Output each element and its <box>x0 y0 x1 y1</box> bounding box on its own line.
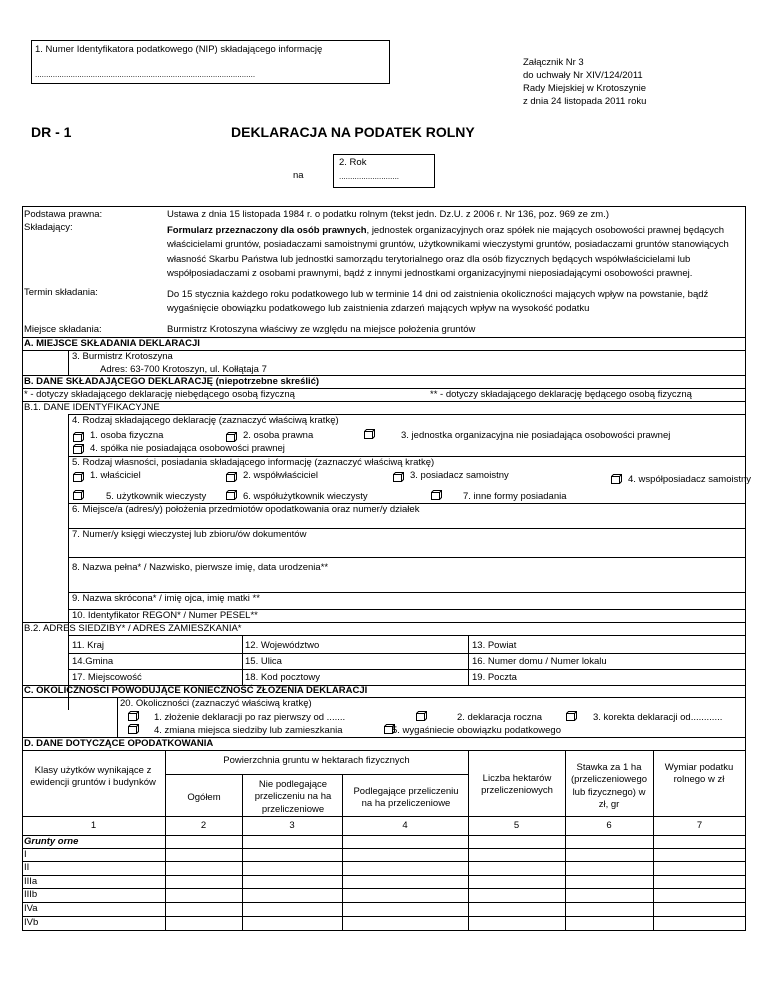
field-3: 3. Burmistrz Krotoszyna <box>72 351 173 362</box>
addr-powiat: 13. Powiat <box>472 640 517 651</box>
opt-5-2: 2. współwłaściciel <box>243 470 318 481</box>
opt-5-1: 1. właściciel <box>90 470 141 481</box>
opt-5-6: 6. współużytkownik wieczysty <box>243 491 368 502</box>
basis-text: Ustawa z dnia 15 listopada 1984 r. o podatku rolnym (tekst jedn. Dz.U. z 2006 r. Nr 136, poz. 969 ze zm.) <box>167 209 609 220</box>
col-number-6: 6 <box>606 820 612 831</box>
opt-5-3: 3. posiadacz samoistny <box>410 470 509 481</box>
b2-title: B.2. ADRES SIEDZIBY* / ADRES ZAMIESZKANIA* <box>24 623 242 634</box>
col-number-1: 1 <box>90 820 97 831</box>
annex-line3: Rady Miejskiej w Krotoszynie <box>523 83 647 94</box>
col-header-6: Stawka za 1 ha (przeliczeniowego lub fizycznego) w zł, gr <box>570 762 648 811</box>
place-label: Miejsce składania: <box>24 324 102 335</box>
field-7-input[interactable] <box>69 542 745 557</box>
row-label: I <box>24 849 27 860</box>
addr-numer: 16. Numer domu / Numer lokalu <box>472 656 607 667</box>
field-4-label: 4. Rodzaj składającego deklarację (zaznaczyć właściwą kratkę) <box>72 415 339 426</box>
checkbox-osoba-fizyczna[interactable] <box>73 432 84 442</box>
addr-kraj: 11. Kraj <box>72 640 105 651</box>
section-a-title: A. MIEJSCE SKŁADANIA DEKLARACJI <box>24 338 200 349</box>
note-legal-entity: * - dotyczy składającego deklarację niebędącego osobą fizyczną <box>24 389 295 400</box>
addr-poczta: 19. Poczta <box>472 672 517 683</box>
col-header-4: Podlegające przeliczeniu na ha przeliczeniowe <box>353 786 459 810</box>
filer-bold: Formularz przeznaczony dla osób prawnych <box>167 225 367 236</box>
opt-4-1: 1. osoba fizyczna <box>90 430 164 441</box>
annex-line4: z dnia 24 listopada 2011 roku <box>523 96 647 107</box>
opt-4-4: 4. spółka nie posiadająca osobowości prawnej <box>90 443 285 454</box>
form-code: DR - 1 <box>31 124 72 140</box>
section-c-title: C. OKOLICZNOŚCI POWODUJĄCE KONIECZNOŚĆ ZŁOŻENIA DEKLARACJI <box>24 685 368 696</box>
field-5-label: 5. Rodzaj własności, posiadania składającego informację (zaznaczyć właściwą kratkę) <box>72 457 435 468</box>
row-label: II <box>24 862 30 873</box>
group-grunty-orne: Grunty orne <box>24 836 79 847</box>
opt-20-2: 2. deklaracja roczna <box>457 712 543 723</box>
section-b-title: B. DANE SKŁADAJĄCEGO DEKLARACJĘ (niepotrzebne skreślić) <box>24 376 320 387</box>
col-header-1: Klasy użytków wynikające z ewidencji gruntów i budynków <box>30 765 156 789</box>
field-8-input[interactable] <box>69 576 745 592</box>
addr-wojewodztwo: 12. Województwo <box>245 640 320 651</box>
annex-line1: Załącznik Nr 3 <box>523 57 584 68</box>
field-20-label: 20. Okoliczności (zaznaczyć właściwą kratkę) <box>120 698 312 709</box>
row-label: IVa <box>24 903 38 914</box>
addr-kod: 18. Kod pocztowy <box>245 672 320 683</box>
nip-label: 1. Numer Identyfikatora podatkowego (NIP) składającego informację <box>35 44 323 55</box>
field-6-input[interactable] <box>69 517 745 528</box>
checkbox-wspoluzytkownik[interactable] <box>226 490 237 500</box>
col-number-2: 2 <box>200 820 207 831</box>
deadline-text: Do 15 stycznia każdego roku podatkowego lub w terminie 14 dni od zaistnienia okoliczności mających wpływ na powstanie, bądź wygaśnięcie obowiązku podatkowego lub zaistnienia zdarzeń mających wpływ na wysokość podatku <box>167 289 709 315</box>
row-label: IVb <box>24 917 39 928</box>
opt-20-1: 1. złożenie deklaracji po raz pierwszy od ....... <box>154 712 346 723</box>
checkbox-roczna[interactable] <box>416 711 427 721</box>
checkbox-uzytkownik[interactable] <box>73 490 84 500</box>
place-text: Burmistrz Krotoszyna właściwy ze względu na miejsce położenia gruntów <box>167 324 476 335</box>
opt-4-3: 3. jednostka organizacyjna nie posiadająca osobowości prawnej <box>401 430 671 441</box>
opt-5-5: 5. użytkownik wieczysty <box>106 491 207 502</box>
area-header: Powierzchnia gruntu w hektarach fizycznych <box>223 755 410 766</box>
checkbox-wspolwlasciciel[interactable] <box>226 472 237 482</box>
addr-miejscowosc: 17. Miejscowość <box>72 672 142 683</box>
field-9-label: 9. Nazwa skrócona* / imię ojca, imię matki ** <box>72 593 260 604</box>
opt-20-4: 4. zmiana miejsca siedziby lub zamieszkania <box>154 725 343 736</box>
filer-text-block <box>167 224 737 281</box>
col-number-7: 7 <box>696 820 703 831</box>
year-input[interactable]: ........................... <box>339 172 400 181</box>
checkbox-inne[interactable] <box>431 490 442 500</box>
col-number-5: 5 <box>513 820 520 831</box>
na-label: na <box>293 170 304 181</box>
col-number-4: 4 <box>402 820 408 831</box>
section-d-title: D. DANE DOTYCZĄCE OPODATKOWANIA <box>24 738 214 749</box>
addr-ulica: 15. Ulica <box>245 656 282 667</box>
opt-20-3: 3. korekta deklaracji od............ <box>593 712 723 723</box>
field-8-label: 8. Nazwa pełna* / Nazwisko, pierwsze imię, data urodzenia** <box>72 562 329 573</box>
checkbox-posiadacz[interactable] <box>393 472 404 482</box>
checkbox-pierwszy-raz[interactable] <box>128 711 139 721</box>
checkbox-jednostka[interactable] <box>364 429 375 439</box>
deadline-label: Termin składania: <box>24 287 98 298</box>
opt-4-2: 2. osoba prawna <box>243 430 314 441</box>
note-natural-person: ** - dotyczy składającego deklarację będącego osobą fizyczną <box>430 389 692 400</box>
addr-gmina: 14.Gmina <box>72 656 114 667</box>
col-number-3: 3 <box>289 820 295 831</box>
checkbox-wspolposiadacz[interactable] <box>611 474 622 484</box>
checkbox-spolka[interactable] <box>73 444 84 454</box>
filer-label: Składający: <box>24 222 73 233</box>
page-title: DEKLARACJA NA PODATEK ROLNY <box>231 124 475 140</box>
field-7-label: 7. Numer/y księgi wieczystej lub zbioru/ów dokumentów <box>72 529 307 540</box>
col-header-7: Wymiar podatku rolnego w zł <box>664 762 734 786</box>
b1-title: B.1. DANE IDENTYFIKACYJNE <box>24 402 160 413</box>
checkbox-korekta[interactable] <box>566 711 577 721</box>
year-label: 2. Rok <box>339 157 367 168</box>
checkbox-osoba-prawna[interactable] <box>226 432 237 442</box>
filer-text: , jednostek organizacyjnych oraz spółek nie mających osobowości prawnej będących właścicielami gruntów, posiadaczami samoistnymi gruntów, użytkownikami wieczystymi gruntów, posiadaczami gruntów stanowiących własność Skarbu Państwa lub jednostki samorządu terytorialnego oraz dla osób fizycznych będących współwłaścicielami lub współposiadaczami z osobami prawnymi, bądź z innymi jednostkami organizacyjnymi nieposiadającymi osobowości prawnej. <box>167 225 729 279</box>
checkbox-zmiana-siedziby[interactable] <box>128 724 139 734</box>
nip-input[interactable]: ................................................................................................... <box>35 70 256 79</box>
row-label: IIIa <box>24 876 38 887</box>
address: Adres: 63-700 Krotoszyn, ul. Kołłątaja 7 <box>100 364 267 375</box>
col-header-2: Ogółem <box>187 792 221 803</box>
checkbox-wlasciciel[interactable] <box>73 472 84 482</box>
col-header-3: Nie podlegające przeliczeniu na ha przeliczeniowe <box>254 779 332 815</box>
opt-5-4: 4. współposiadacz samoistny <box>628 474 752 485</box>
basis-label: Podstawa prawna: <box>24 209 103 220</box>
annex-line2: do uchwały Nr XIV/124/2011 <box>523 70 643 81</box>
opt-20-5: 5. wygaśniecie obowiązku podatkowego <box>392 725 561 736</box>
row-label: IIIb <box>24 889 38 900</box>
opt-5-7: 7. inne formy posiadania <box>463 491 567 502</box>
field-10-label: 10. Identyfikator REGON* / Numer PESEL** <box>72 610 258 621</box>
col-header-5: Liczba hektarów przeliczeniowych <box>481 773 553 797</box>
field-6-label: 6. Miejsce/a (adres/y) położenia przedmiotów opodatkowania oraz numer/y działek <box>72 504 420 515</box>
